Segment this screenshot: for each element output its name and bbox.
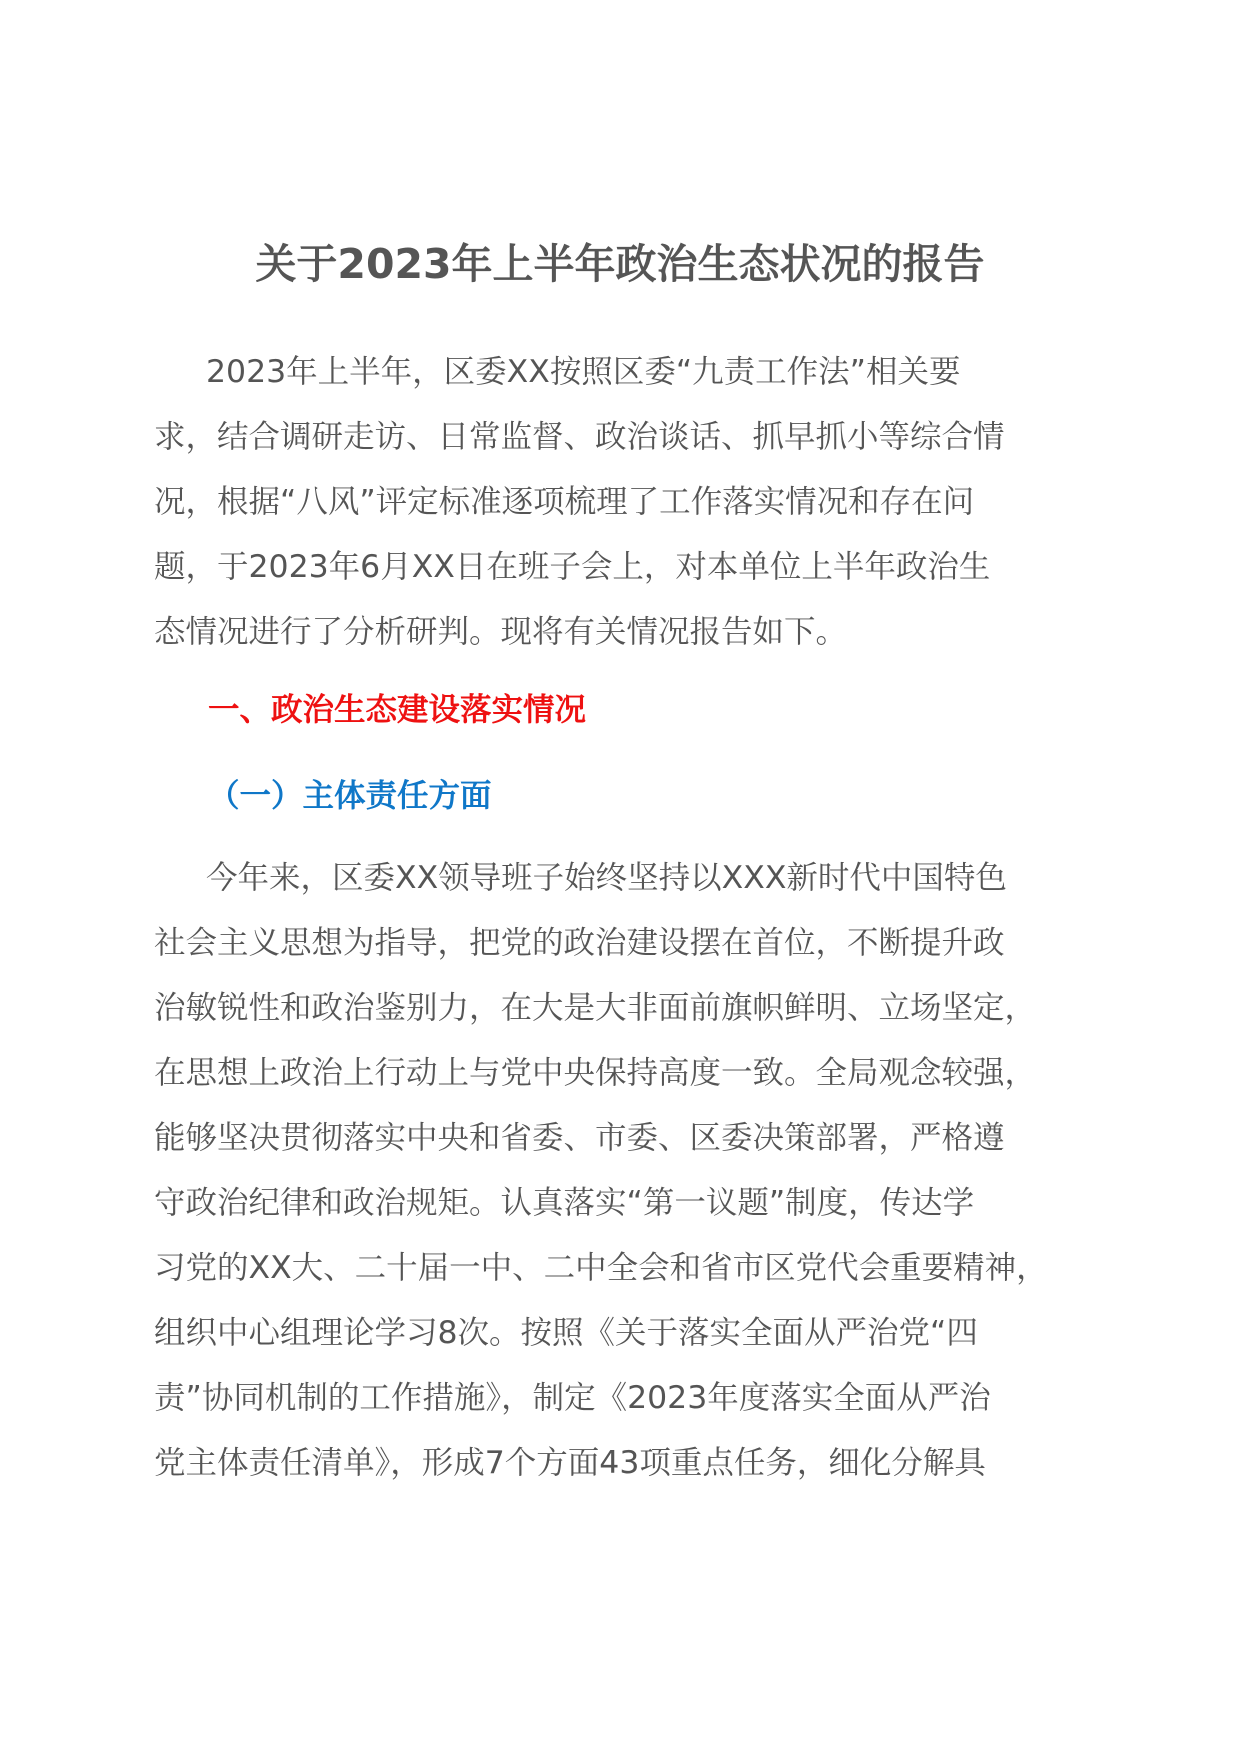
- body-line: 能够坚决贯彻落实中央和省委、市委、区委决策部署，严格遵: [154, 1120, 1005, 1156]
- section-heading: 一、政治生态建设落实情况: [208, 692, 587, 728]
- body-line: 守政治纪律和政治规矩。认真落实“第一议题”制度，传达学: [154, 1185, 975, 1221]
- body-line: 组织中心组理论学习8次。按照《关于落实全面从严治党“四: [154, 1315, 978, 1351]
- body-line: 治敏锐性和政治鉴别力，在大是大非面前旗帜鲜明、立场坚定，: [154, 990, 1037, 1026]
- intro-line: 题，于2023年6月XX日在班子会上，对本单位上半年政治生: [154, 549, 991, 585]
- body-line: 今年来，区委XX领导班子始终坚持以XXX新时代中国特色: [206, 860, 1007, 896]
- intro-line: 况，根据“八风”评定标准逐项梳理了工作落实情况和存在问: [154, 484, 975, 520]
- page-title: 关于2023年上半年政治生态状况的报告: [255, 240, 985, 288]
- intro-paragraph: [154, 340, 1086, 665]
- body-line: 在思想上政治上行动上与党中央保持高度一致。全局观念较强，: [154, 1055, 1037, 1091]
- subsection-heading: （一）主体责任方面: [208, 778, 492, 814]
- body-line: 习党的XX大、二十届一中、二中全会和省市区党代会重要精神，: [154, 1250, 1048, 1286]
- intro-line: 求，结合调研走访、日常监督、政治谈话、抓早抓小等综合情: [154, 419, 1005, 455]
- body-paragraph: [154, 846, 1086, 1496]
- body-line: 责”协同机制的工作措施》，制定《2023年度落实全面从严治: [154, 1380, 991, 1416]
- intro-line: 2023年上半年，区委XX按照区委“九责工作法”相关要: [206, 354, 961, 390]
- intro-line: 态情况进行了分析研判。现将有关情况报告如下。: [154, 614, 848, 650]
- body-line: 社会主义思想为指导，把党的政治建设摆在首位，不断提升政: [154, 925, 1005, 961]
- body-line: 党主体责任清单》，形成7个方面43项重点任务，细化分解具: [154, 1445, 986, 1481]
